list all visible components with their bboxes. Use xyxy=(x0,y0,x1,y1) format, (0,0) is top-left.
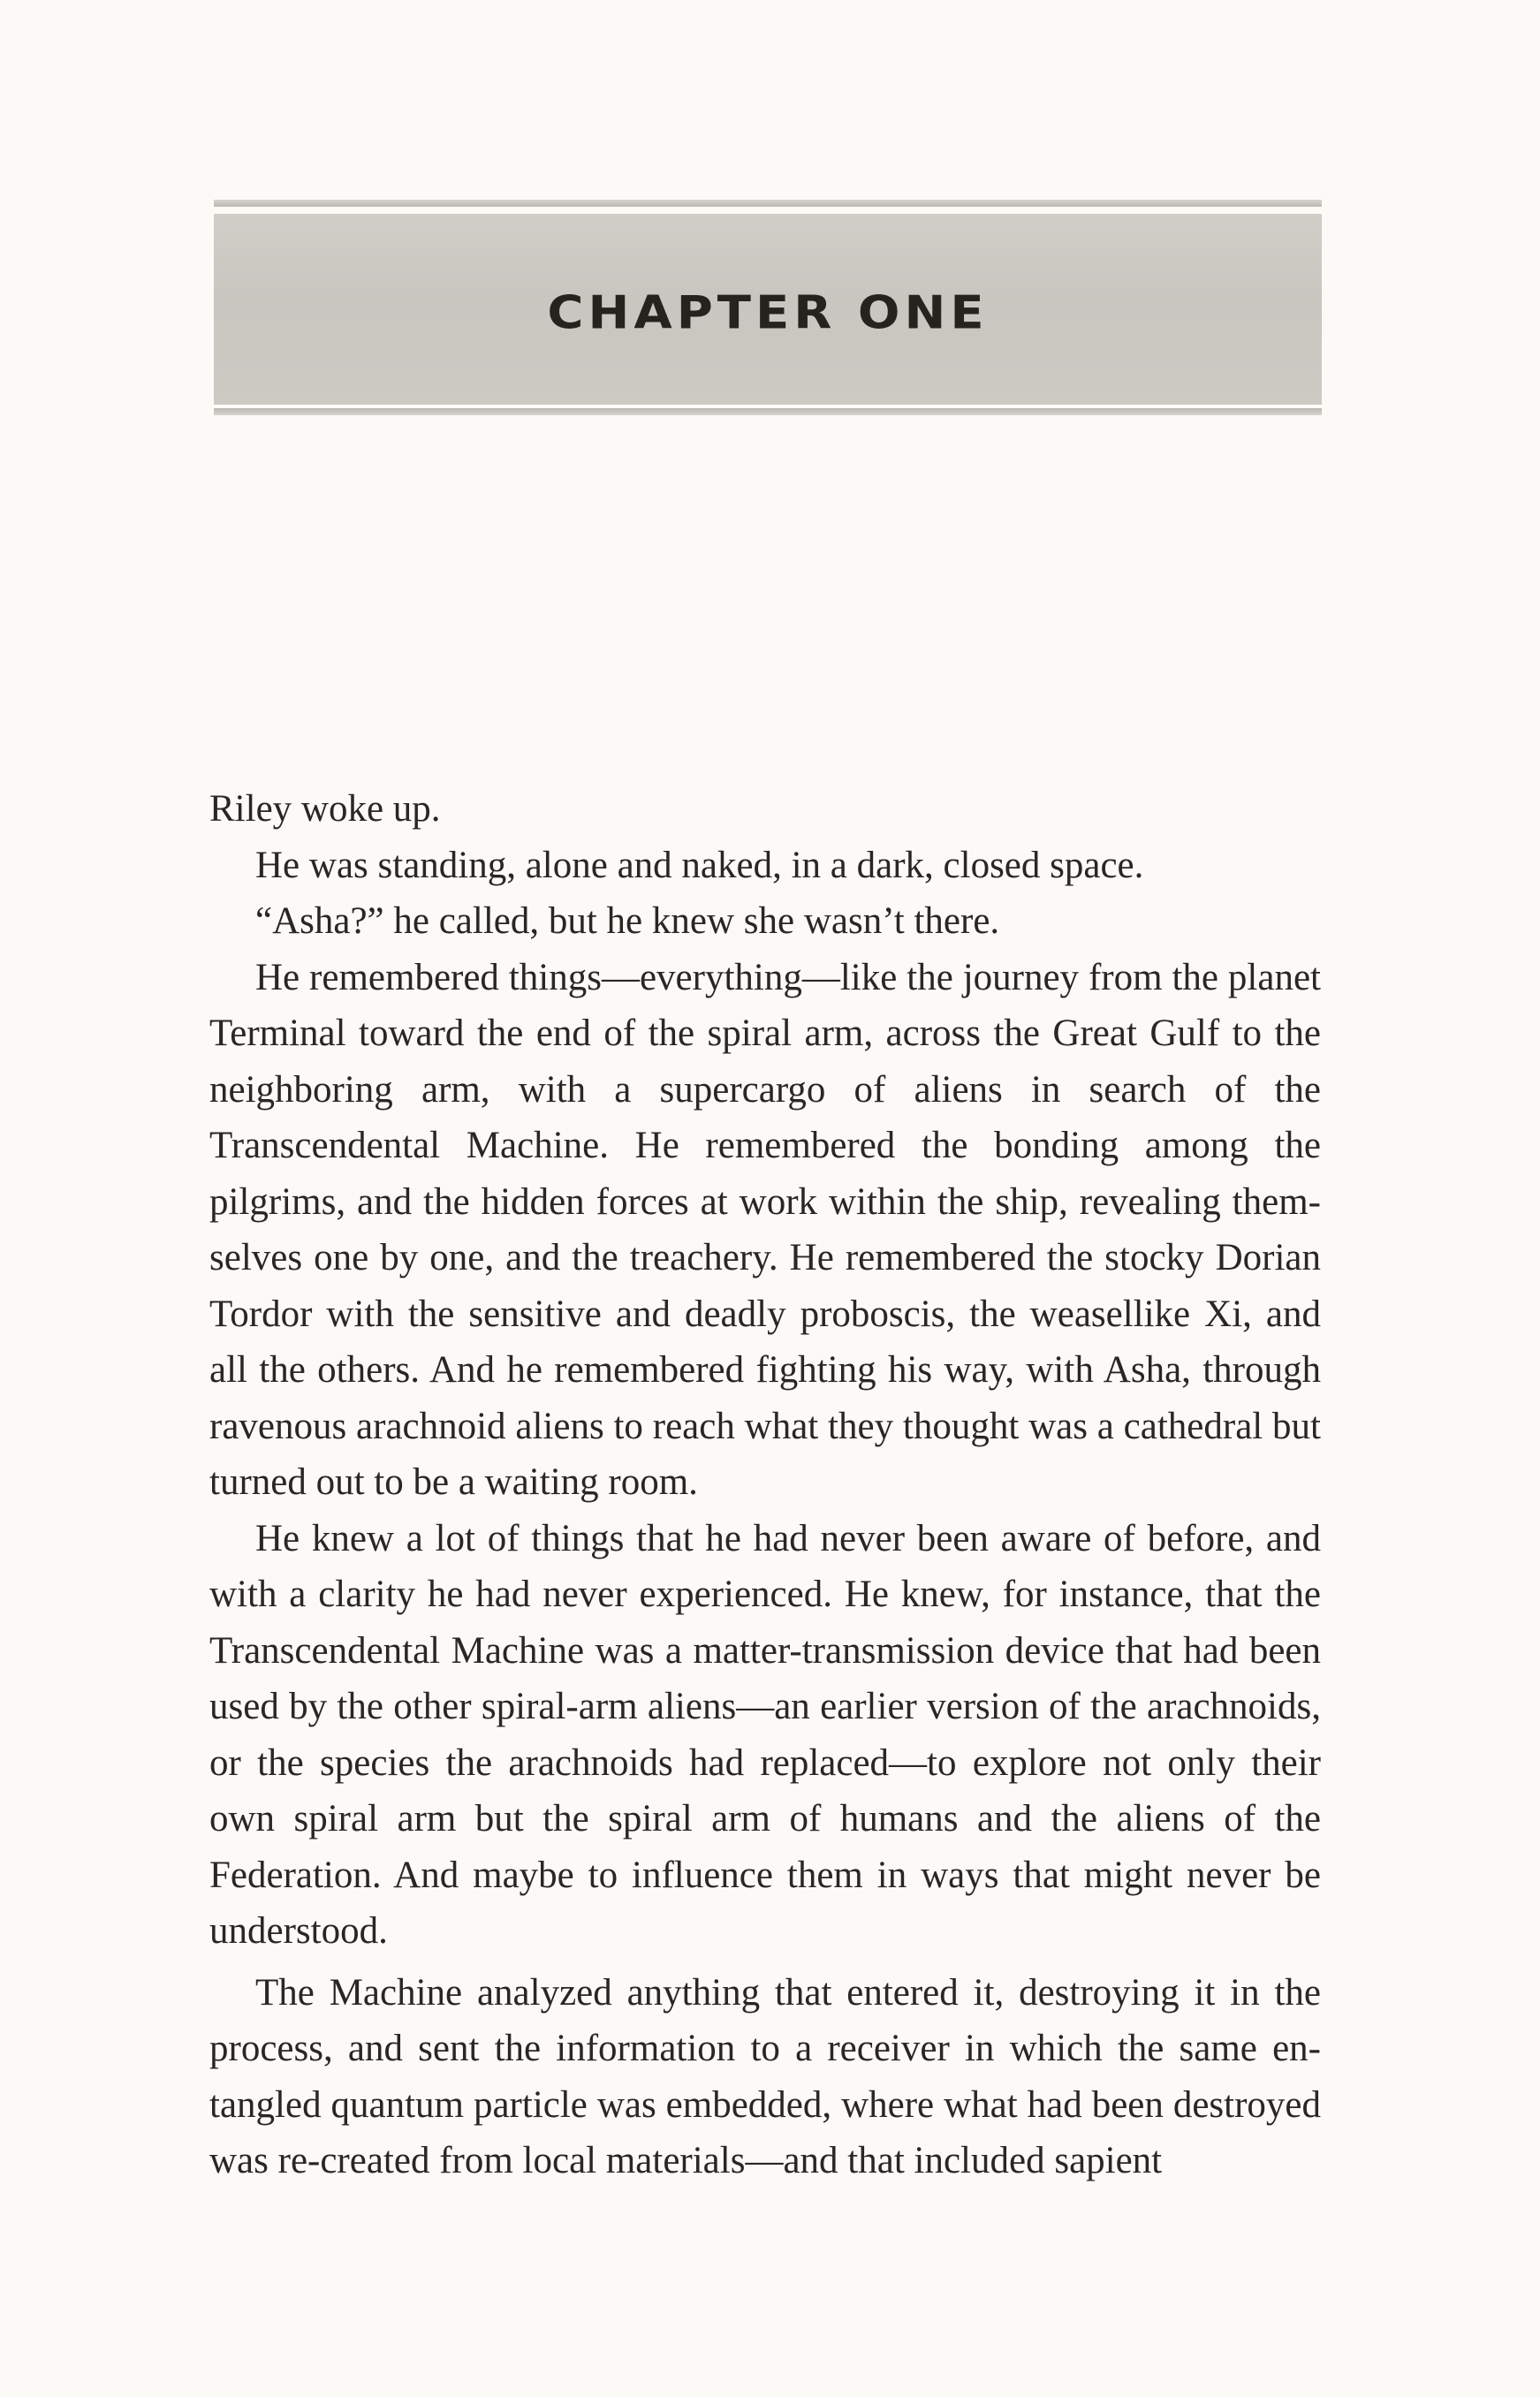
chapter-band-top-rule xyxy=(214,200,1322,207)
paragraph-6: The Machine analyzed anything that entered it, destroying it in the process, and sent the information to a receiver in which the same entangled quantum particle was embedded, where what had been destroyed was re-created from local materials—and that included sapient xyxy=(209,1971,1321,2181)
chapter-body-text xyxy=(209,781,1321,2189)
chapter-title: CHAPTER ONE xyxy=(547,286,989,339)
paragraph-2: He was standing, alone and naked, in a dark, closed space. xyxy=(255,844,1144,886)
paragraph-1: Riley woke up. xyxy=(209,788,441,830)
paragraph-5: He knew a lot of things that he had never been aware of before, and with a clarity he had never experienced. He knew, for instance, that the Transcendental Machine was a matter-transmission device that had been used by the other spiral-arm aliens—an earlier version of the arachnoids, or the species the arachnoids had replaced—to explore not only their own spiral arm but the spiral arm of humans and the aliens of the Federation. And maybe to influence them in ways that might never be understood. xyxy=(209,1517,1321,1952)
paragraph-4: He remembered things—everything—like the journey from the planet Terminal toward the end of the spiral arm, across the Great Gulf to the neighboring arm, with a supercargo of aliens in search of the Transcendental Machine. He remembered the bonding among the pilgrims, and the hidden forces at work within the ship, revealing themselves one by one, and the treachery. He remembered the stocky Dorian Tordor with the sensitive and deadly proboscis, the weasellike Xi, and all the others. And he remembered fighting his way, with Asha, through ravenous arachnoid aliens to reach what they thought was a cathedral but turned out to be a waiting room. xyxy=(209,956,1321,1503)
paragraph-3: “Asha?” he called, but he knew she wasn’t there. xyxy=(255,900,1000,942)
chapter-band-bottom-rule xyxy=(214,408,1322,415)
chapter-heading-band xyxy=(214,214,1322,405)
